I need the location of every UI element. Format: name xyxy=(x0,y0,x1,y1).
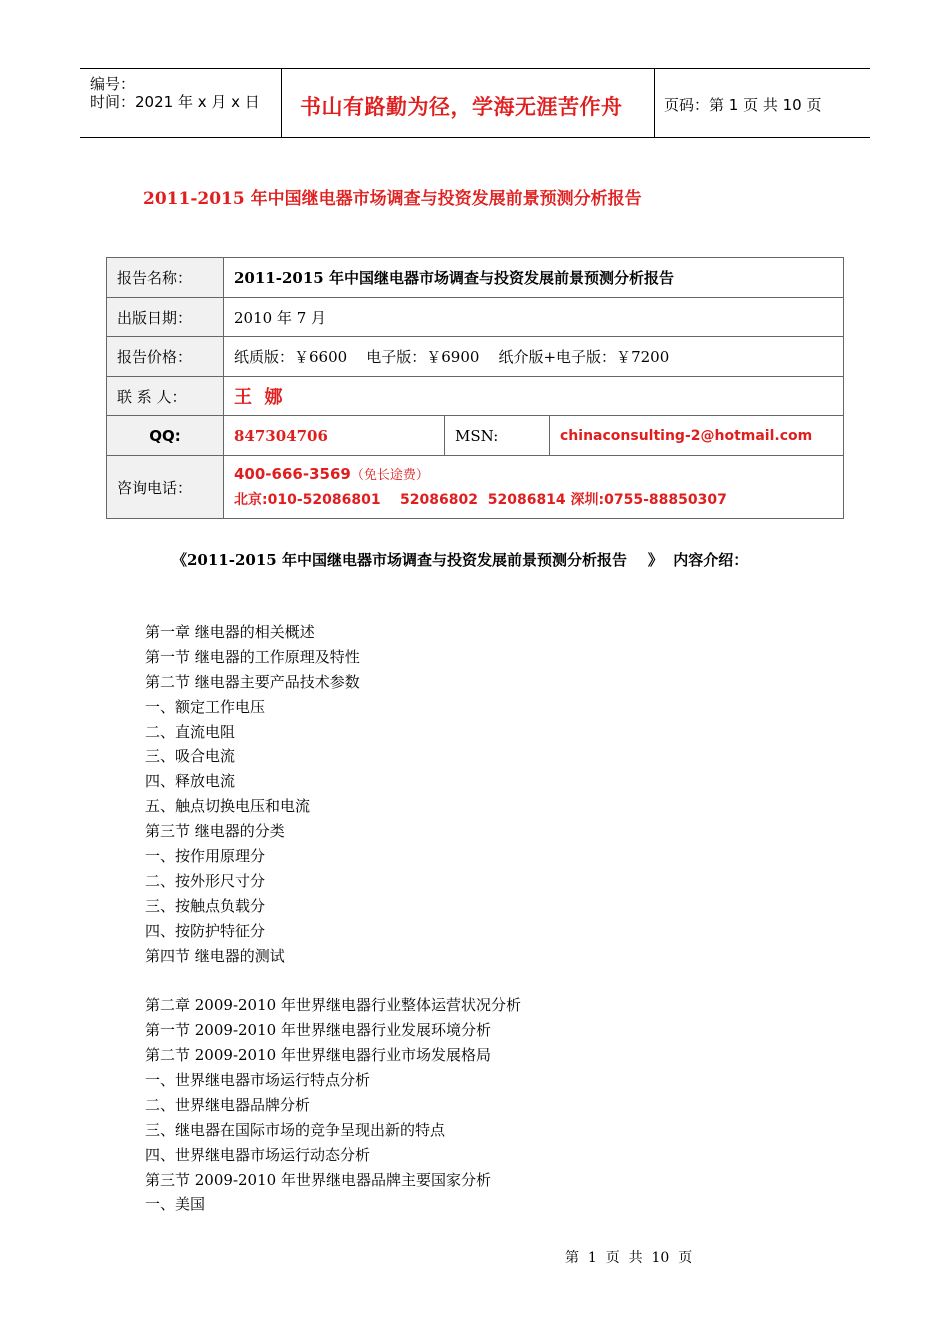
pub-date-value: 2010 年 7 月 xyxy=(224,298,844,337)
toc-item: 第三节 继电器的分类 xyxy=(145,822,285,841)
toc-item: 三、按触点负载分 xyxy=(145,896,266,915)
toc-item: 四、按防护特征分 xyxy=(145,921,266,940)
msn-value[interactable]: chinaconsulting-2@hotmail.com xyxy=(550,416,844,456)
row-phone xyxy=(107,456,844,519)
phone-label: 咨询电话： xyxy=(107,456,224,519)
header-motto: 书山有路勤为径，学海无涯苦作舟 xyxy=(300,95,623,119)
phone-main: 400-666-3569 xyxy=(234,465,351,483)
phone-value xyxy=(224,456,844,519)
toc-item: 一、按作用原理分 xyxy=(145,847,266,866)
page-footer: 第 1 页 共 10 页 xyxy=(565,1250,693,1266)
toc-item: 五、触点切换电压和电流 xyxy=(145,797,311,816)
toc-item: 一、美国 xyxy=(145,1195,206,1214)
toc-item: 第三节 2009-2010 年世界继电器品牌主要国家分析 xyxy=(145,1170,491,1189)
toc-item: 四、世界继电器市场运行动态分析 xyxy=(145,1145,371,1164)
row-price xyxy=(107,337,844,377)
toc-item: 三、吸合电流 xyxy=(145,747,236,766)
toc-item: 第四节 继电器的测试 xyxy=(145,946,285,965)
code-label: 编号： xyxy=(90,75,136,93)
toc-item: 二、世界继电器品牌分析 xyxy=(145,1095,311,1114)
toc-item: 第二节 继电器主要产品技术参数 xyxy=(145,672,360,691)
row-qq-msn xyxy=(107,416,844,456)
price-label: 报告价格： xyxy=(107,337,224,377)
phone-note: （免长途费） xyxy=(350,468,429,483)
page-header xyxy=(80,68,870,138)
toc-item: 第一节 继电器的工作原理及特性 xyxy=(145,647,360,666)
msn-label: MSN: xyxy=(445,416,550,456)
table-of-contents xyxy=(145,620,521,1217)
phone-line2: 北京:010-52086801 52086802 52086814 深圳:0755-88850307 xyxy=(234,492,727,508)
row-report-name xyxy=(107,258,844,298)
toc-item: 第二章 2009-2010 年世界继电器行业整体运营状况分析 xyxy=(145,996,521,1015)
header-meta xyxy=(80,69,282,137)
report-info-table xyxy=(106,257,844,519)
toc-item: 三、继电器在国际市场的竞争呈现出新的特点 xyxy=(145,1120,446,1139)
toc-item: 二、直流电阻 xyxy=(145,722,236,741)
price-value: 纸质版：￥6600 电子版：￥6900 纸介版+电子版：￥7200 xyxy=(224,337,844,377)
row-contact xyxy=(107,377,844,416)
qq-value: 847304706 xyxy=(224,416,445,456)
report-name-label: 报告名称： xyxy=(107,258,224,298)
toc-item: 第一节 2009-2010 年世界继电器行业发展环境分析 xyxy=(145,1021,491,1040)
toc-item: 第二节 2009-2010 年世界继电器行业市场发展格局 xyxy=(145,1046,491,1065)
contact-label: 联 系 人： xyxy=(107,377,224,416)
toc-item: 四、释放电流 xyxy=(145,772,236,791)
toc-item: 一、世界继电器市场运行特点分析 xyxy=(145,1071,371,1090)
document-title: 2011-2015 年中国继电器市场调查与投资发展前景预测分析报告 xyxy=(143,189,642,209)
toc-item: 一、额定工作电压 xyxy=(145,697,266,716)
contact-value: 王 娜 xyxy=(224,377,844,416)
row-pub-date xyxy=(107,298,844,337)
content-intro-heading: 《2011-2015 年中国继电器市场调查与投资发展前景预测分析报告 》 内容介绍： xyxy=(172,551,749,569)
header-page-info: 页码：第 1 页 共 10 页 xyxy=(664,96,822,114)
header-page-cell xyxy=(656,69,870,137)
time-label: 时间：2021 年 x 月 x 日 xyxy=(90,93,260,111)
pub-date-label: 出版日期： xyxy=(107,298,224,337)
qq-label: QQ: xyxy=(107,416,224,456)
report-name-value: 2011-2015 年中国继电器市场调查与投资发展前景预测分析报告 xyxy=(224,258,844,298)
toc-item: 二、按外形尺寸分 xyxy=(145,871,266,890)
header-motto-cell xyxy=(282,69,655,137)
toc-spacer xyxy=(145,968,521,993)
toc-item: 第一章 继电器的相关概述 xyxy=(145,623,315,641)
